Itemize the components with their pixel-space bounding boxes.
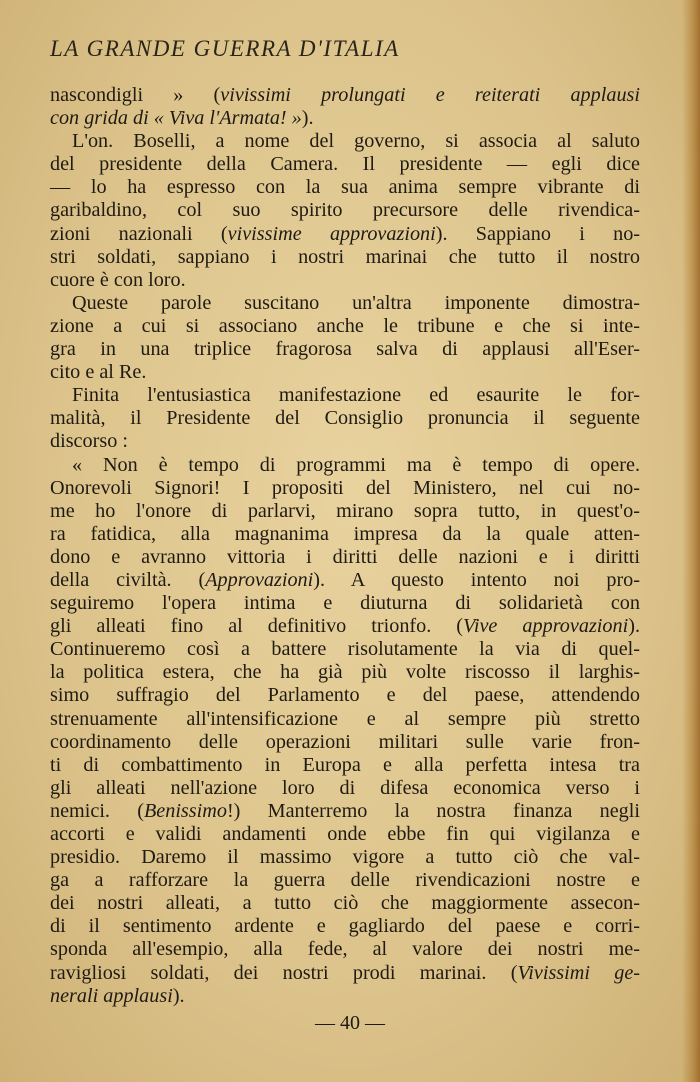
text-line [50,777,640,800]
text-run: della civiltà. ( [50,568,206,591]
italic-run: Vivissimi ge- [517,961,641,984]
text-run: di il sentimento ardente e gagliardo del paese e corri- [50,915,640,938]
text-run: « Non è tempo di programmi ma è tempo di opere. [72,453,640,476]
text-run: Finita l'entusiastica manifestazione ed esaurite le for- [72,384,640,407]
text-run: gli alleati nell'azione loro di difesa economica verso i [50,776,640,799]
text-line [50,985,640,1008]
text-run: ra fatidica, alla magnanima impresa da la quale atten- [50,522,640,545]
text-line [50,361,640,384]
text-line [50,223,640,246]
text-run: ti di combattimento in Europa e alla perfetta intesa tra [50,753,640,776]
text-run: zione a cui si associano anche le tribune e che si inte- [50,314,640,337]
text-line [50,292,640,315]
text-run: discorso : [50,430,128,453]
text-run: dono e avranno vittoria i diritti delle nazioni e i diritti [50,545,640,568]
page-number: — 40 — [315,1012,385,1034]
text-run: seguiremo l'opera intima e diuturna di solidarietà con [50,592,640,615]
text-line [50,153,640,176]
italic-run: vivissimi prolungati e reiterati applausi [220,84,641,106]
text-run: presidio. Daremo il massimo vigore a tutto ciò che val- [50,846,640,869]
text-run: — lo ha espresso con la sua anima sempre vibrante di [50,176,640,199]
text-line [50,84,640,107]
text-run: malità, il Presidente del Consiglio pronuncia il seguente [50,407,640,430]
text-line [50,523,640,546]
text-run: accorti e validi andamenti onde ebbe fin qui vigilanza e [50,823,640,845]
text-line [50,500,640,523]
text-line [50,869,640,892]
italic-run: nerali applausi [50,984,173,1007]
text-run: ga a rafforzare la guerra delle rivendicazioni nostre e [50,869,640,892]
text-line [50,199,640,222]
text-line [50,846,640,869]
text-line [50,176,640,199]
text-run: gli alleati fino al definitivo trionfo. ( [50,615,464,638]
text-run: simo suffragio del Parlamento e del paese, attendendo [50,684,640,707]
text-run: la politica estera, che ha già più volte riscosso il larghis- [50,661,640,684]
text-run: sponda all'esempio, alla fede, al valore dei nostri me- [50,938,640,961]
text-line [50,661,640,684]
text-run: me ho l'onore di parlarvi, mirano sopra tutto, in quest'o- [50,499,640,522]
text-run: garibaldino, col suo spirito precursore delle rivendica- [50,199,640,222]
text-line [50,430,640,453]
text-run: ). A questo intento noi pro- [313,568,640,591]
italic-run: Approvazioni [205,568,314,591]
text-run: ). [172,984,185,1007]
text-run: del presidente della Camera. Il presidente — egli dice [50,153,640,176]
text-line [50,615,640,638]
text-line [50,592,640,615]
text-line [50,915,640,938]
text-line [50,546,640,569]
text-run: zioni nazionali ( [50,222,228,245]
text-line [50,892,640,915]
text-run: !) Manterremo la nostra finanza negli [226,799,640,822]
text-run: nemici. ( [50,799,144,822]
text-line [50,130,640,153]
running-head: LA GRANDE GUERRA D'ITALIA [50,36,400,61]
text-run: ). [301,107,314,130]
text-run: Queste parole suscitano un'altra imponente dimostra- [72,291,640,314]
text-line [50,384,640,407]
text-line [50,962,640,985]
text-line [50,477,640,500]
text-run: L'on. Boselli, a nome del governo, si associa al saluto [72,130,640,153]
text-line [50,569,640,592]
text-line [50,800,640,823]
text-line [50,269,640,292]
text-line [50,638,640,661]
text-line [50,684,640,707]
text-run: gra in una triplice fragorosa salva di applausi all'Eser- [50,338,640,361]
text-line [50,407,640,430]
text-run: Continueremo così a battere risolutamente la via di quel- [50,638,640,661]
text-run: nascondigli » ( [50,84,221,106]
text-run: Onorevoli Signori! I propositi del Ministero, nel cui no- [50,476,640,499]
text-run: coordinamento delle operazioni militari sulle varie fron- [50,730,640,753]
text-line [50,823,640,846]
text-run: strenuamente all'intensificazione e al sempre più stretto [50,707,640,730]
text-line [50,454,640,477]
body-text [50,84,640,1008]
text-line [50,315,640,338]
text-line [50,107,640,130]
text-line [50,338,640,361]
text-run: cito e al Re. [50,361,147,384]
text-run: cuore è con loro. [50,268,186,291]
text-run: ). Sappiano i no- [435,222,641,245]
text-line [50,708,640,731]
italic-run: Vive approvazioni [463,615,629,638]
text-line [50,938,640,961]
text-run: ravigliosi soldati, dei nostri prodi marinai. ( [50,961,518,984]
italic-run: con grida di « Viva l'Armata! » [50,107,302,130]
text-line [50,246,640,269]
text-line [50,731,640,754]
text-run: stri soldati, sappiano i nostri marinai che tutto il nostro [50,245,640,268]
text-run: ). [628,615,640,638]
italic-run: vivissime approvazioni [227,222,436,245]
text-line [50,754,640,777]
page-edge-shadow [682,0,700,1082]
text-run: dei nostri alleati, a tutto ciò che maggiormente assecon- [50,892,640,915]
italic-run: Benissimo [143,799,227,822]
